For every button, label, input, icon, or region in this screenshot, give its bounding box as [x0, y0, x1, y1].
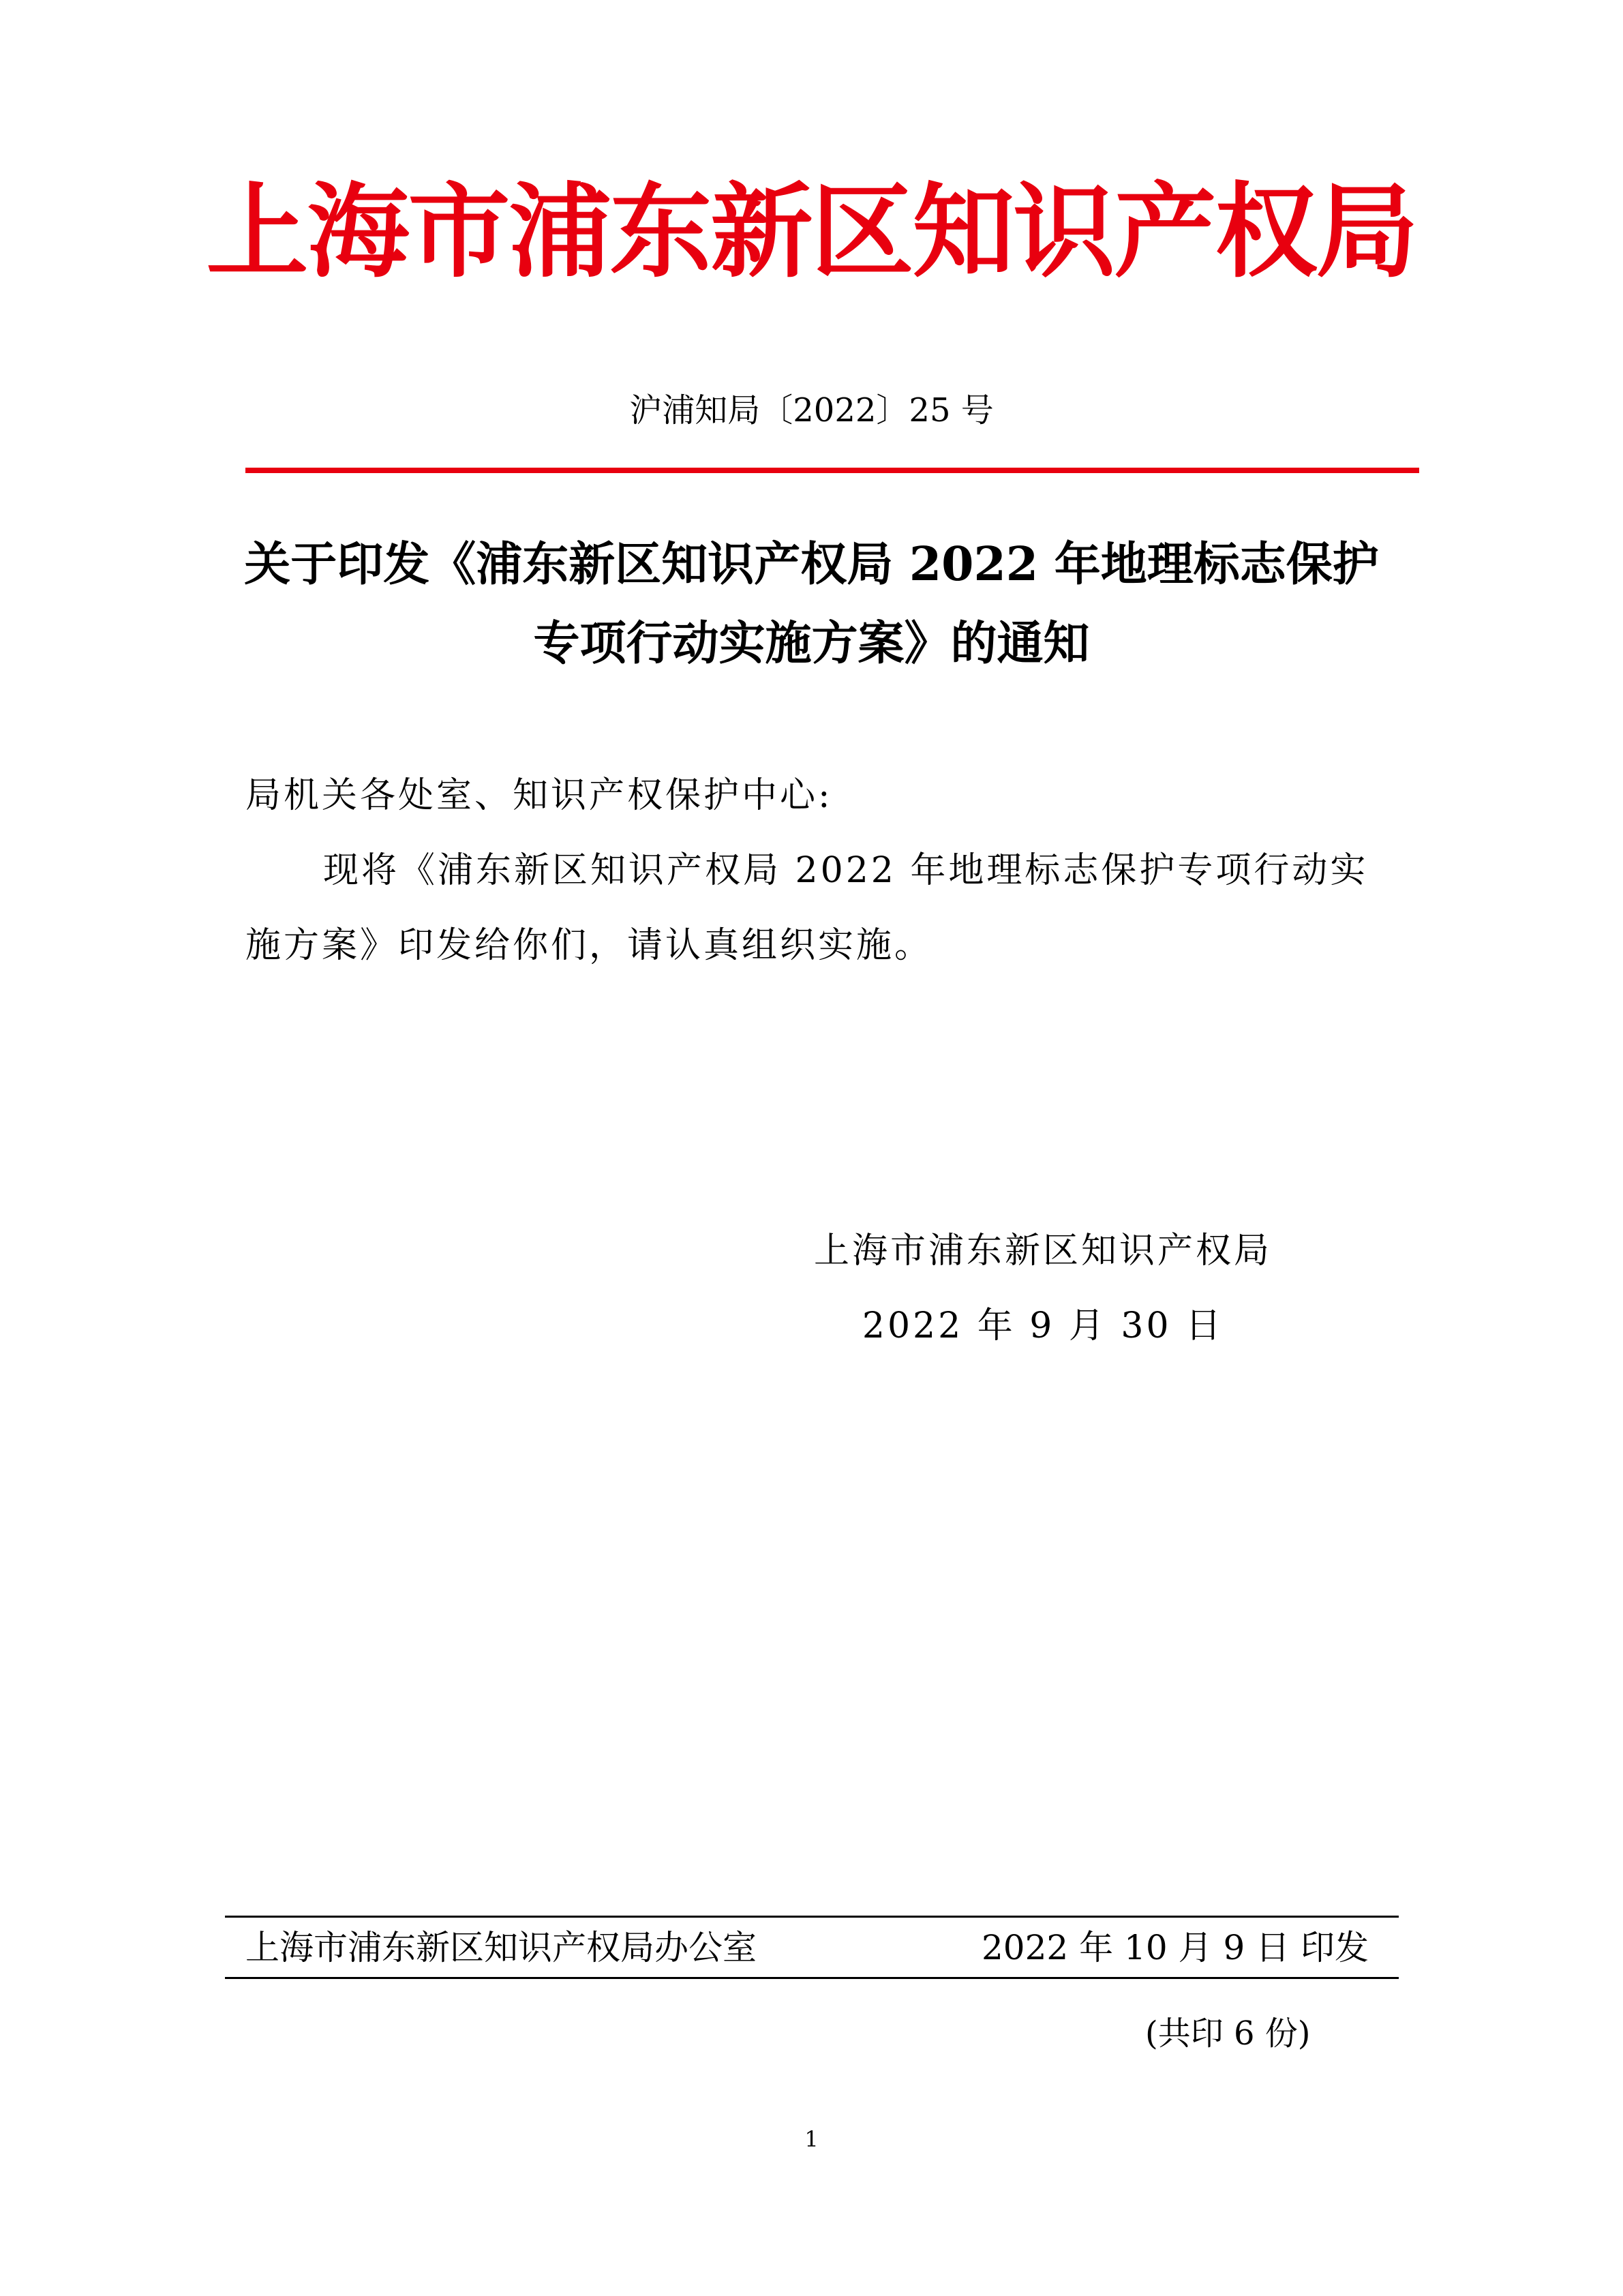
signature-organization: 上海市浦东新区知识产权局 [813, 1230, 1272, 1271]
document-title-line-1: 关于印发《浦东新区知识产权局 2022 年地理标志保护 [244, 537, 1379, 592]
footer-bottom-rule [225, 1977, 1399, 1979]
signature-date: 2022 年 9 月 30 日 [862, 1305, 1224, 1346]
masthead-title: 上海市浦东新区知识产权局 [206, 172, 1417, 292]
body-paragraph: 现将《浦东新区知识产权局 2022 年地理标志保护专项行动实施方案》印发给你们，请认真组织实施。 [245, 850, 1369, 966]
footer-issuing-office: 上海市浦东新区知识产权局办公室 [245, 1928, 757, 1967]
salutation: 局机关各处室、知识产权保护中心: [245, 775, 833, 816]
document-title [204, 525, 1419, 683]
document-title-line-2: 专项行动实施方案》的通知 [533, 616, 1090, 671]
red-separator-line [245, 468, 1419, 473]
document-number: 沪浦知局〔2022〕25 号 [629, 391, 994, 429]
signature-block [791, 1213, 1295, 1363]
footer-print-date: 2022 年 10 月 9 日 印发 [982, 1928, 1369, 1967]
footer-top-rule [225, 1916, 1399, 1918]
copies-count: (共印 6 份) [1145, 2014, 1311, 2053]
page-number: 1 [804, 2126, 819, 2152]
